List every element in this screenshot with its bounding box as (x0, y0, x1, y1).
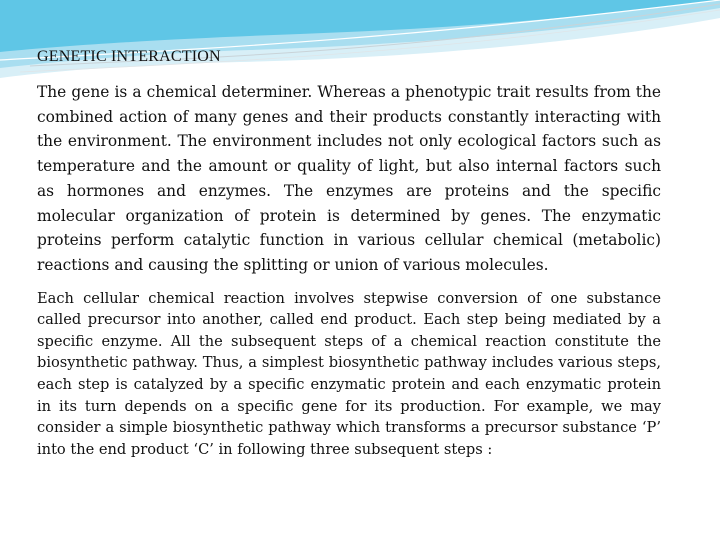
paragraph-gene-chemical-determiner: The gene is a chemical determiner. Whereas a phenotypic trait results from the combined action of many genes and their products constantly interacting with the environment. The environment includes not only ecological factors such as temperature and the amount or quality of light, but also internal factors such as hormones and enzymes. The enzymes are proteins and the specific molecular organization of protein is determined by genes. The enzymatic proteins perform catalytic function in various cellular chemical (metabolic) reactions and causing the splitting or union of various molecules. (37, 83, 661, 274)
slide-content (37, 48, 661, 460)
paragraph-biosynthetic-pathway: Each cellular chemical reaction involves stepwise conversion of one substance called precursor into another, called end product. Each step being mediated by a specific enzyme. All the subsequent steps of a chemical reaction constitute the biosynthetic pathway. Thus, a simplest biosynthetic pathway includes various steps, each step is catalyzed by a specific enzymatic protein and each enzymatic protein in its turn depends on a specific gene for its production. For example, we may consider a simple biosynthetic pathway which transforms a precursor substance ‘P’ into the end product ‘C’ in following three subsequent steps : (37, 289, 661, 458)
slide-title: GENETIC INTERACTION (37, 48, 221, 65)
